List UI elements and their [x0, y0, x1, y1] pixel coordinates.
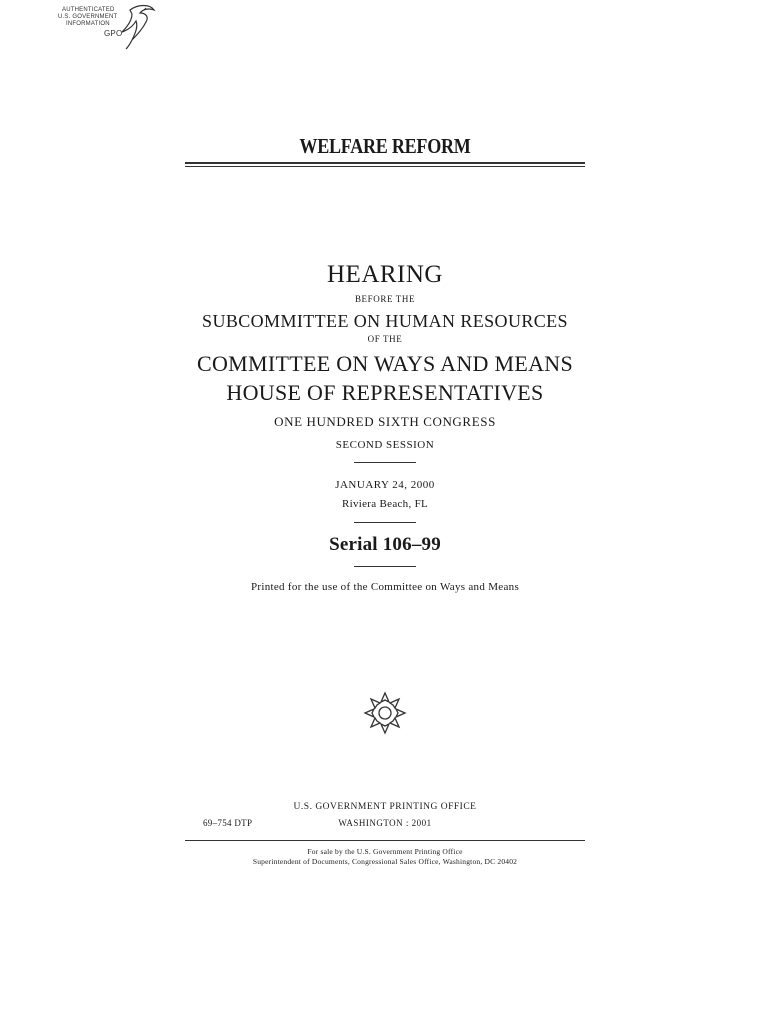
- seal-text-gpo: GPO: [104, 29, 123, 38]
- separator-rule-3: [354, 566, 416, 567]
- sale-line-1: For sale by the U.S. Government Printing Office: [307, 847, 463, 856]
- serial-number: Serial 106–99: [329, 534, 441, 555]
- sale-line-2: Superintendent of Documents, Congressional Sales Office, Washington, DC 20402: [252, 857, 518, 866]
- congress-line: ONE HUNDRED SIXTH CONGRESS: [274, 414, 496, 429]
- separator-rule-2: [354, 522, 416, 523]
- hearing-location: Riviera Beach, FL: [341, 498, 429, 510]
- committee-name: COMMITTEE ON WAYS AND MEANS: [196, 351, 574, 376]
- hearing-date: JANUARY 24, 2000: [335, 479, 435, 491]
- seal-text-authenticated: AUTHENTICATED: [62, 7, 115, 13]
- document-title: WELFARE REFORM: [299, 134, 471, 158]
- imprint-city-year: WASHINGTON : 2001: [338, 818, 432, 828]
- separator-rule-1: [354, 462, 416, 463]
- seal-text-information: INFORMATION: [66, 21, 110, 27]
- title-double-rule: [185, 162, 585, 167]
- printing-office-line: U.S. GOVERNMENT PRINTING OFFICE: [293, 802, 477, 812]
- before-the-line: BEFORE THE: [354, 294, 416, 304]
- printed-for-line: Printed for the use of the Committee on Ways and Means: [250, 581, 520, 593]
- house-name: HOUSE OF REPRESENTATIVES: [226, 380, 544, 405]
- hearing-heading: HEARING: [327, 261, 443, 288]
- subcommittee-name: SUBCOMMITTEE ON HUMAN RESOURCES: [202, 311, 568, 331]
- of-the-line: OF THE: [367, 334, 403, 344]
- printer-ornament-icon: [362, 690, 408, 736]
- document-code: 69–754 DTP: [203, 818, 253, 828]
- imprint-rule: [185, 840, 585, 841]
- eagle-icon: [116, 4, 156, 50]
- session-line: SECOND SESSION: [335, 439, 435, 451]
- gpo-authentication-seal: [58, 4, 154, 50]
- seal-text-government: U.S. GOVERNMENT: [58, 14, 118, 20]
